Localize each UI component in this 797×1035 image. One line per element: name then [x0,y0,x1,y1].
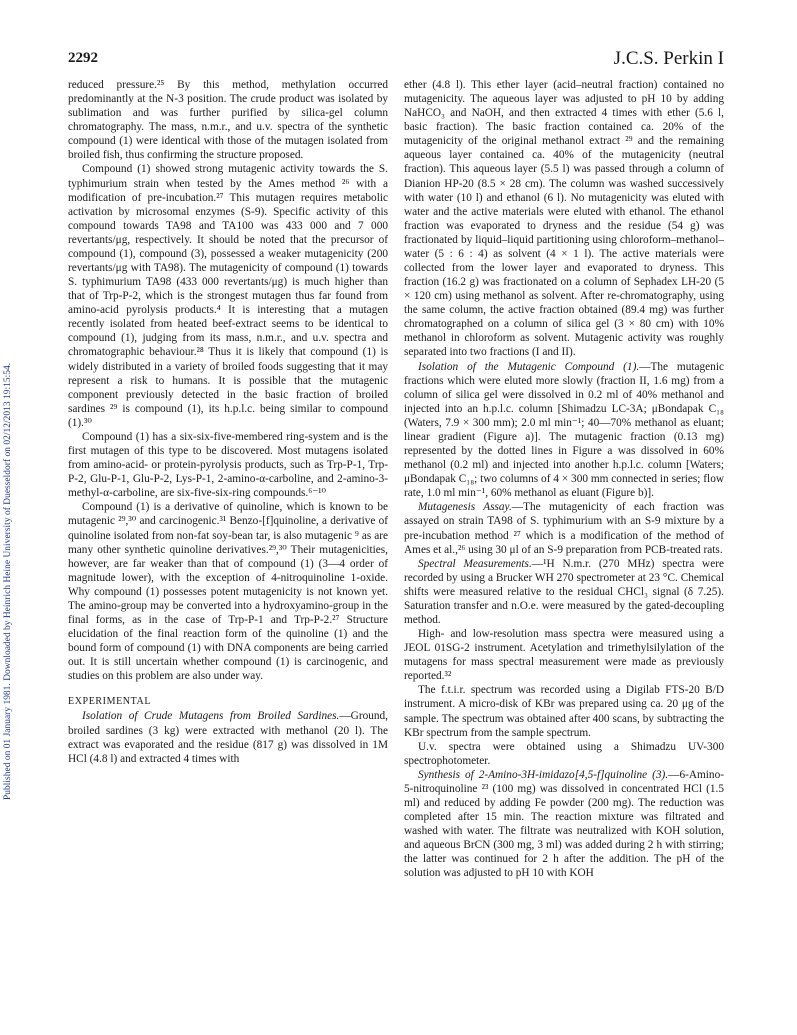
paragraph-title: Mutagenesis Assay. [418,501,512,514]
paragraph [404,557,724,627]
page-number: 2292 [68,50,98,66]
paragraph-title: Isolation of Crude Mutagens from Broiled Sardines. [82,710,340,723]
paragraph-text: —The mutagenicity of each fraction was assayed on strain TA98 of S. typhimurium with an S-9 mixture by a pre-incubation method ²⁷ which is a modification of the method of Ames et al.,²⁶ using 30 μl of an S-9 preparation from PCB-treated rats. [404,501,724,556]
paragraph-text: —¹H N.m.r. (270 MHz) spectra were recorded by using a Brucker WH 270 spectrometer at 23 °C. Chemical shifts were measured relative to the residual CHCl₃ signal (δ 7.25). Saturation transfer and n.O.e. were measured by the gated-decoupling method. [404,557,724,626]
right-column [404,78,724,880]
paragraph: ether (4.8 l). This ether layer (acid–neutral fraction) contained no mutagenicity. The aqueous layer was adjusted to pH 10 by adding NaHCO₃ and NaOH, and then extracted 4 times with ether (5.6 l, basic fraction). The basic fraction contained ca. 20% of the mutagenicity of the original methanol extract ²⁹ and the remaining aqueous layer contained ca. 40% of the mutagenicity (neutral fraction). This aqueous layer (5.5 l) was passed through a column of Dianion HP-20 (8.5 × 28 cm). The column was washed successively with water (10 l) and ethanol (6 l). No mutagenicity was eluted with water and the active materials were eluted with ethanol. The ethanol fraction was evaporated to dryness and the residue (54 g) was fractionated by liquid–liquid partitioning using chloroform–methanol–water (5 : 6 : 4) as solvent (4 × 1 l). The active materials were collected from the lower layer and evaporated to dryness. This fraction (16.2 g) was fractionated on a column of Sephadex LH-20 (5 × 120 cm) using methanol as solvent. After re-chromatography, using the same column, the active fraction obtained (89.4 mg) was further chromatographed on a column of silica gel (3 × 80 cm) with 10% methanol in chloroform as solvent. Mutagenic activity was roughly separated into two fractions (I and II). [404,79,724,359]
paragraph: High- and low-resolution mass spectra were measured using a JEOL 01SG-2 instrument. Acetylation and trimethylsilylation of the mutagens for mass spectral measurement were made as previously reported.³² [404,628,724,683]
paragraph: Compound (1) has a six-six-five-membered ring-system and is the first mutagen of this type to be discovered. Most mutagens isolated from amino-acid- or protein-pyrolysis products, such as Trp-P-1, Trp-P-2, Glu-P-1, Glu-P-2, Lys-P-1, 2-amino-α-carboline, and 2-amino-3-methyl-α-carboline, are six-five-six-ring compounds.⁶⁻¹⁰ [68,430,388,500]
paragraph-text: —The mutagenic fractions which were eluted more slowly (fraction II, 1.6 mg) from a column of silica gel were dissolved in 0.2 ml of 40% methanol and injected into an h.p.l.c. column [Shimadzu LC-3A; μBondapak C₁₈ (Waters, 7.9 × 300 mm); 2.0 ml min⁻¹; 40—70% methanol as eluant; linear gradient (Figure a)]. The mutagenic fraction (0.13 mg) represented by the dotted lines in Figure a was dissolved in 60% methanol (0.2 ml) and injected into another h.p.l.c. column [Waters; μBondapak C₁₈; two columns of 4 × 300 mm connected in series; flow rate, 1.0 ml min⁻¹, 60% methanol as eluant (Figure b)]. [404,360,724,500]
paragraph: Compound (1) is a derivative of quinoline, which is known to be mutagenic ²⁹,³⁰ and carcinogenic.³¹ Benzo-[f]quinoline, a derivative of quinoline isolated from non-fat soy-bean tar, is also mutagenic ⁹ as are many other synthetic quinoline derivatives.²⁹,³⁰ Their mutagenicities, however, are far weaker than that of compound (1) (3—4 order of magnitude lower), with the exception of 4-nitroquinoline 1-oxide. Why compound (1) possesses potent mutagenicity is not known yet. The amino-group may be converted into a hydroxyamino-group in the final forms, as in the case of Trp-P-1 and Trp-P-2.²⁷ Structure elucidation of the final reaction form of the quinoline (1) and the bound form of compound (1) with DNA components are being carried out. It is still uncertain whether compound (1) is carcinogenic, and studies on this problem are also under way. [68,501,388,683]
left-column [68,78,388,766]
paragraph: U.v. spectra were obtained using a Shimadzu UV-300 spectrophotometer. [404,740,724,767]
journal-title: J.C.S. Perkin I [613,48,724,69]
paragraph [404,360,724,501]
paragraph-text: —Ground, broiled sardines (3 kg) were extracted with methanol (20 l). The extract was evaporated and the residue (817 g) was dissolved in 1M HCl (4.8 l) and extracted 4 times with [68,710,388,765]
paragraph: The f.t.i.r. spectrum was recorded using a Digilab FTS-20 B/D instrument. A micro-disk of KBr was prepared using ca. 20 μg of the sample. The spectrum was obtained after 400 scans, by subtracting the KBr spectrum from the sample spectrum. [404,684,724,739]
section-heading: EXPERIMENTAL [68,696,152,708]
paragraph: reduced pressure.²⁵ By this method, methylation occurred predominantly at the N-3 position. The crude product was isolated by sublimation and was further purified by silica-gel column chromatography. The mass, n.m.r., and u.v. spectra of the synthetic compound (1) were identical with those of the mutagen isolated from broiled fish, thus confirming the structure proposed. [68,79,388,162]
paragraph [404,768,724,881]
paragraph-title: Spectral Measurements. [418,557,532,570]
paragraph-title: Isolation of the Mutagenic Compound (1). [418,360,640,373]
paragraph [68,709,388,765]
paragraph [404,500,724,556]
paragraph-title: Synthesis of 2-Amino-3H-imidazo[4,5-f]quinoline (3). [418,768,669,781]
paragraph: Compound (1) showed strong mutagenic activity towards the S. typhimurium strain when tested by the Ames method ²⁶ with a modification of pre-incubation.²⁷ This mutagen requires metabolic activation by microsomal enzymes (S-9). Specific activity of this compound towards TA98 and TA100 was 433 000 and 7 000 revertants/μg, respectively. It should be noted that the precursor of compound (1), compound (3), possessed a weaker mutagenicity (200 revertants/μg with TA98). The mutagenicity of compound (1) towards S. typhimurium TA98 (433 000 revertants/μg) is much higher than that of Trp-P-2, which is the strongest mutagen thus far found from amino-acid pyrolysis products.⁴ It is interesting that a mutagen recently isolated from heated beef-extract seems to be identical to compound (1), judging from its mass, n.m.r., and u.v. spectra and chromatographic behaviour.²⁸ Thus it is likely that compound (1) is widely distributed in a variety of broiled foods suggesting that it may represent a risk to humans. It is possible that the mutagenic component previously detected in the basic fraction of broiled sardines ²⁹ is compound (1), its h.p.l.c. being similar to compound (1).³⁰ [68,163,388,429]
download-notice: Published on 01 January 1981. Downloaded by Heinrich Heine University of Duesseldorf on 02/12/2013 19:15:54. [3,362,13,800]
page-header [68,50,724,72]
paragraph-text: —6-Amino-5-nitroquinoline ²³ (100 mg) was dissolved in concentrated HCl (1.5 ml) and reduced by adding Fe powder (200 mg). The reduction was completed after 15 min. The reaction mixture was filtrated and washed with water. The filtrate was neutralized with KOH solution, and aqueous BrCN (300 mg, 3 ml) was added during 2 h with stirring; the latter was continued for 2 h after the addition. The pH of the solution was adjusted to pH 10 with KOH [404,768,724,880]
